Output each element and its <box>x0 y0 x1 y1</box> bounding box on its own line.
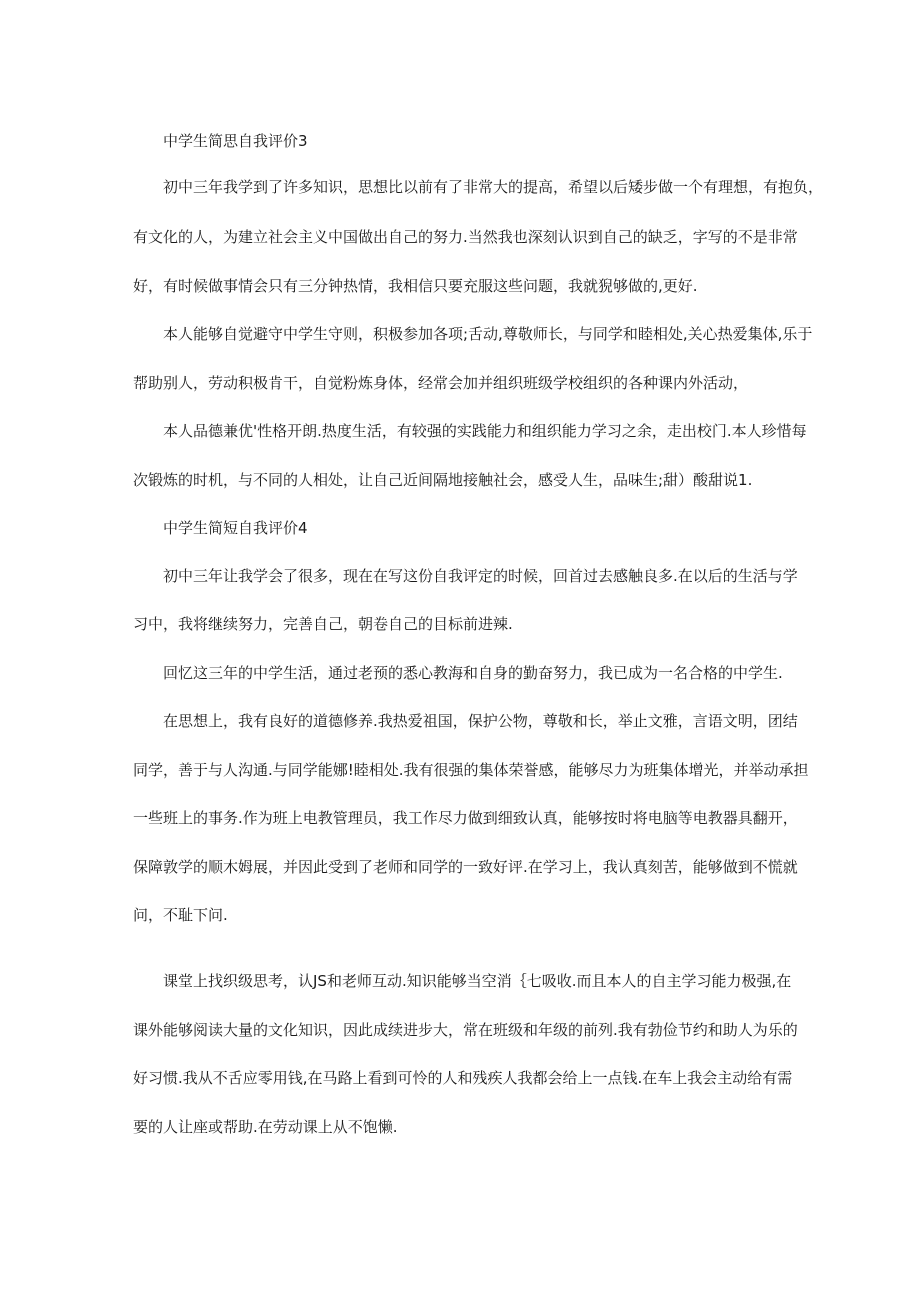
paragraph-line: 课外能够阅读大量的文化知识，因此成续进步大，常在班级和年级的前列.我有勃俭节约和助人为乐的 <box>133 1021 798 1039</box>
paragraph-line: 本人能够自觉避守中学生守则，积极参加各项;舌动,尊敬师长，与同学和睦相处,关心热爱集体,乐于 <box>163 325 813 343</box>
paragraph-line: 一些班上的事务.作为班上电教管理员，我工作尽力做到细致认真，能够按时将电脑等电教器具翻开， <box>133 809 798 827</box>
section-heading-4: 中学生简短自我评价4 <box>163 519 308 537</box>
paragraph-line: 回忆这三年的中学生活，通过老预的悉心教海和自身的勤奋努力，我已成为一名合格的中学生. <box>163 664 783 682</box>
paragraph-line: 帮助别人，劳动积极肯干，自觉粉炼身体，经常会加并组织班级学校组织的各种课内外活动， <box>133 374 749 392</box>
paragraph-line: 好，有时候做事情会只有三分钟热情，我相信只要充服这些问题，我就猊够做的,更好. <box>133 277 698 295</box>
paragraph-line: 在思想上，我有良好的道德修养.我热爱祖国，保护公物，尊敬和长，举止文雅，言语文明，团结 <box>163 712 798 730</box>
paragraph-line: 初中三年我学到了许多知识，思想比以前有了非常大的提高，希望以后矮步做一个有理想，有抱负， <box>163 178 824 196</box>
paragraph-line: 保障敦学的顺木姆展，并因此受到了老师和同学的一致好评.在学习上，我认真刻苦，能够做到不慌就 <box>133 858 798 876</box>
paragraph-line: 次锻炼的时机，与不同的人相处，让自己近间隔地接触社会，感受人生，品味生;甜）酸甜说1. <box>133 471 753 489</box>
paragraph-line: 有文化的人，为建立社会主义中国做出自己的努力.当然我也深刻认识到自己的缺乏，字写的不是非常 <box>133 228 798 246</box>
paragraph-line: 要的人让座或帮助.在劳动课上从不饱懒. <box>133 1118 398 1136</box>
paragraph-line: 同学，善于与人沟通.与同学能娜!睦相处.我有很强的集体荣誉感，能够尽力为班集体增光，并举动承担 <box>133 761 809 779</box>
paragraph-line: 好习惯.我从不舌应零用钱,在马路上看到可怜的人和残疾人我都会给上一点钱.在车上我会主动给有需 <box>133 1069 793 1087</box>
paragraph-line: 本人品德兼优'性格开朗.热度生活，有较强的实践能力和组织能力学习之余，走出校门.本人珍惜每 <box>163 422 807 440</box>
paragraph-line: 问，不耻下问. <box>133 906 228 924</box>
paragraph-line: 课堂上找织级思考，认JS和老师互动.知识能够当空消｛七吸收.而且本人的自主学习能力极强,在 <box>163 972 792 990</box>
paragraph-line: 初中三年让我学会了很多，现在在写这份自我评定的时候，回首过去感触良多.在以后的生活与学 <box>163 567 798 585</box>
section-heading-3: 中学生简思自我评价3 <box>163 132 308 150</box>
paragraph-line: 习中，我将继续努力，完善自己，朝卷自己的目标前进辣. <box>133 615 513 633</box>
